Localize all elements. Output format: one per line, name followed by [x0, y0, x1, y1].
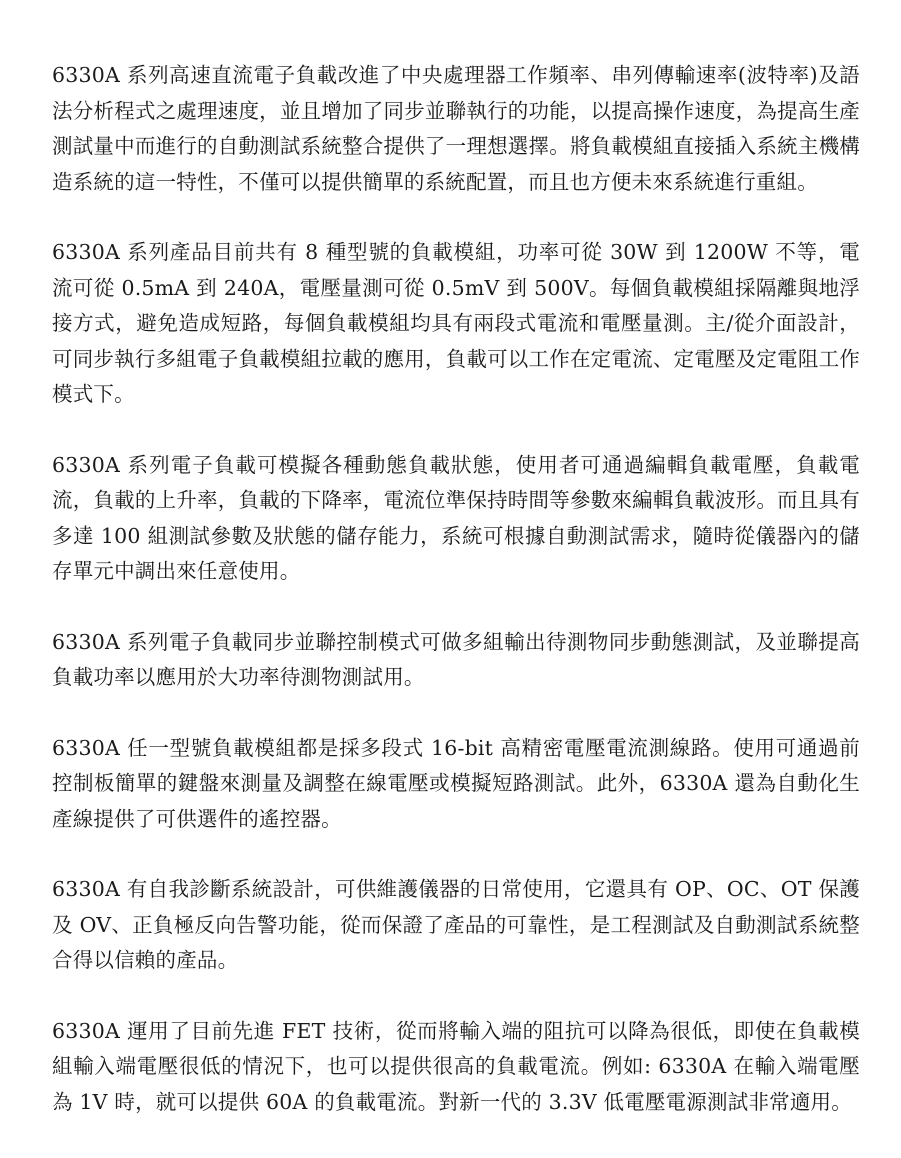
document-body	[52, 58, 860, 1120]
paragraph-measurement: 6330A 任一型號負載模組都是採多段式 16-bit 高精密電壓電流測線路。使用可通過前控制板簡單的鍵盤來測量及調整在線電壓或模擬短路測試。此外，6330A 還為自動化生產線提供了可供選件的遙控器。	[52, 735, 860, 831]
paragraph-overview: 6330A 系列高速直流電子負載改進了中央處理器工作頻率、串列傳輸速率(波特率)及語法分析程式之處理速度，並且增加了同步並聯執行的功能，以提高操作速度，為提高生產測試量中而進行的自動測試系統整合提供了一理想選擇。將負載模組直接插入系統主機構造系統的這一特性，不僅可以提供簡單的系統配置，而且也方便未來系統進行重組。	[52, 63, 860, 194]
paragraph-parallel-control: 6330A 系列電子負載同步並聯控制模式可做多組輸出待測物同步動態測試，及並聯提高負載功率以應用於大功率待測物測試用。	[52, 629, 860, 689]
paragraph-self-diagnosis: 6330A 有自我診斷系統設計，可供維護儀器的日常使用，它還具有 OP、OC、OT 保護及 OV、正負極反向告警功能，從而保證了產品的可靠性，是工程測試及自動測試系統整合得以信賴的產品。	[52, 877, 860, 972]
paragraph-dynamic-load: 6330A 系列電子負載可模擬各種動態負載狀態，使用者可通過編輯負載電壓，負載電流，負載的上升率，負載的下降率，電流位準保持時間等參數來編輯負載波形。而且具有多達 100 組測試參數及狀態的儲存能力，系統可根據自動測試需求，隨時從儀器內的儲存單元中調出來任意使用。	[52, 452, 860, 583]
paragraph-fet-technology: 6330A 運用了目前先進 FET 技術，從而將輸入端的阻抗可以降為很低，即使在負載模組輸入端電壓很低的情況下，也可以提供很高的負載電流。例如: 6330A 在輸入端電壓為 1V 時，就可以提供 60A 的負載電流。對新一代的 3.3V 低電壓電源測試非常適用。	[52, 1018, 860, 1114]
paragraph-models: 6330A 系列產品目前共有 8 種型號的負載模組，功率可從 30W 到 1200W 不等，電流可從 0.5mA 到 240A，電壓量測可從 0.5mV 到 500V。每個負載模組採隔離與地浮接方式，避免造成短路，每個負載模組均具有兩段式電流和電壓量測。主/從介面設計，可同步執行多組電子負載模組拉載的應用，負載可以工作在定電流、定電壓及定電阻工作模式下。	[52, 240, 860, 406]
